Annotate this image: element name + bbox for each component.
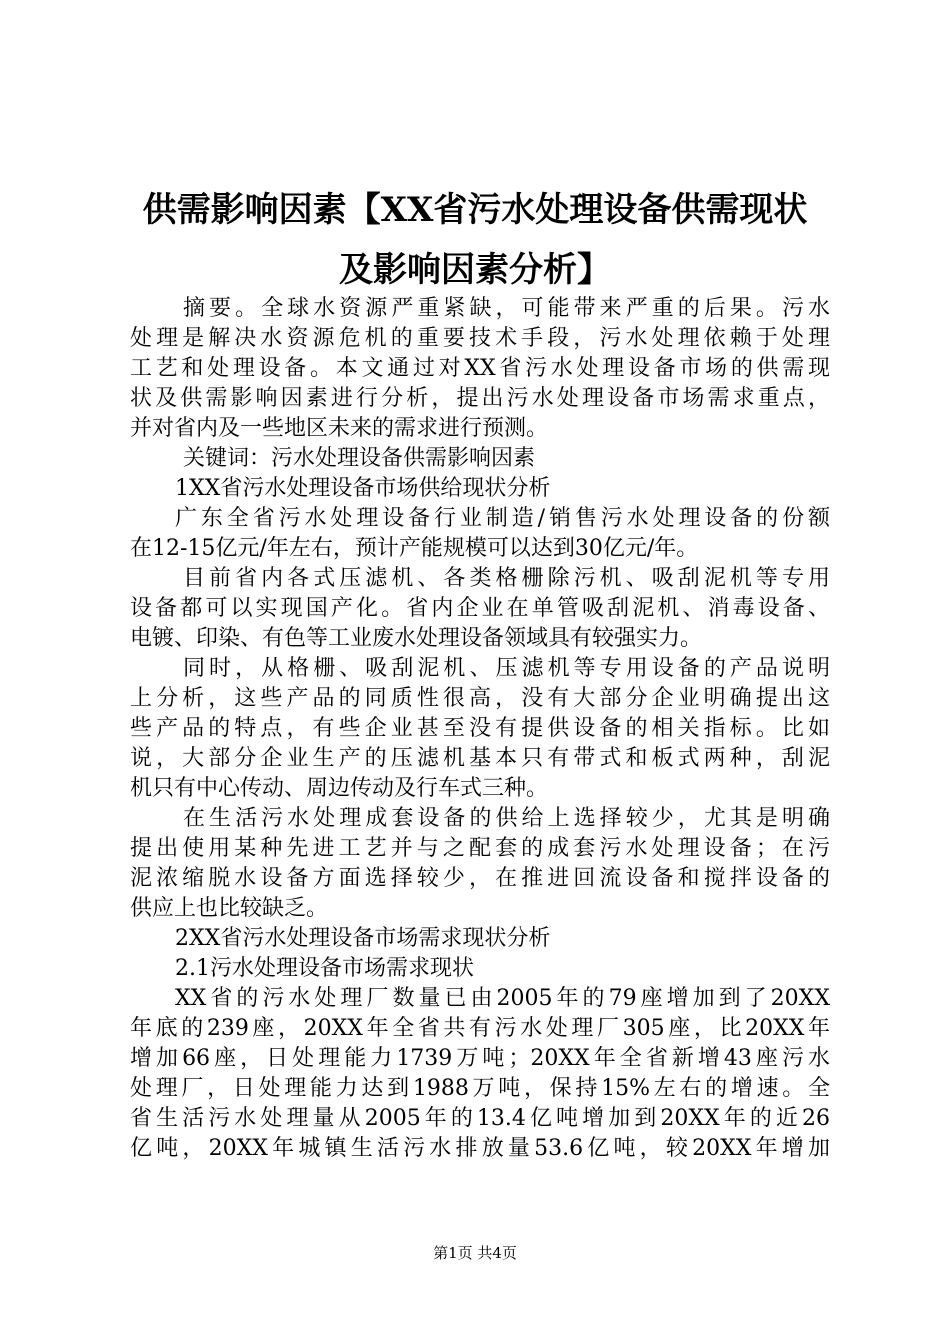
keywords-line: 关键词：污水处理设备供需影响因素 <box>183 446 536 471</box>
section-heading-2: 2XX省污水处理设备市场需求现状分析 <box>175 926 551 951</box>
text-line: XX省的污水处理厂数量已由2005年的79座增加到了20XX <box>175 986 830 1011</box>
text-line: 处理是解决水资源危机的重要技术手段，污水处理依赖于处理 <box>130 326 830 351</box>
text-line: 提出使用某种先进工艺并与之配套的成套污水处理设备；在污 <box>130 836 830 861</box>
text-line: 工艺和处理设备。本文通过对XX省污水处理设备市场的供需现 <box>130 356 830 381</box>
text-line: 增加66座，日处理能力1739万吨；20XX年全省新增43座污水 <box>130 1046 830 1071</box>
text-line: 处理厂，日处理能力达到1988万吨，保持15%左右的增速。全 <box>130 1076 830 1101</box>
text-line: 上分析，这些产品的同质性很高，没有大部分企业明确提出这 <box>130 686 830 711</box>
text-line: 年底的239座，20XX年全省共有污水处理厂305座，比20XX年 <box>130 1016 830 1041</box>
text-line: 些产品的特点，有些企业甚至没有提供设备的相关指标。比如 <box>130 716 830 741</box>
text-line: 机只有中心传动、周边传动及行车式三种。 <box>130 776 549 801</box>
text-line: 供应上也比较缺乏。 <box>130 896 329 921</box>
section-heading-1: 1XX省污水处理设备市场供给现状分析 <box>175 476 551 501</box>
text-line: 在12-15亿元/年左右，预计产能规模可以达到30亿元/年。 <box>130 536 699 561</box>
subsection-heading-2-1: 2.1污水处理设备市场需求现状 <box>175 956 474 981</box>
text-line: 泥浓缩脱水设备方面选择较少，在推进回流设备和搅拌设备的 <box>130 866 830 891</box>
text-line: 省生活污水处理量从2005年的13.4亿吨增加到20XX年的近26 <box>130 1106 830 1131</box>
text-line: 目前省内各式压滤机、各类格栅除污机、吸刮泥机等专用 <box>183 566 830 591</box>
document-body <box>130 294 830 1164</box>
text-line: 在生活污水处理成套设备的供给上选择较少，尤其是明确 <box>183 806 830 831</box>
document-title-line-2: 及影响因素分析】 <box>339 250 611 290</box>
text-line: 电镀、印染、有色等工业废水处理设备领域具有较强实力。 <box>130 626 703 651</box>
text-line: 同时，从格栅、吸刮泥机、压滤机等专用设备的产品说明 <box>183 656 830 681</box>
page-number-footer: 第1页 共4页 <box>433 1244 517 1262</box>
text-line: 并对省内及一些地区未来的需求进行预测。 <box>130 416 549 441</box>
text-line: 亿吨，20XX年城镇生活污水排放量53.6亿吨，较20XX年增加 <box>130 1136 830 1161</box>
text-line: 说，大部分企业生产的压滤机基本只有带式和板式两种，刮泥 <box>130 746 830 771</box>
text-line: 状及供需影响因素进行分析，提出污水处理设备市场需求重点， <box>130 386 830 411</box>
text-line: 摘要。全球水资源严重紧缺，可能带来严重的后果。污水 <box>183 296 830 321</box>
document-title-line-1: 供需影响因素【XX省污水处理设备供需现状 <box>142 190 808 230</box>
text-line: 广东全省污水处理设备行业制造/销售污水处理设备的份额 <box>175 506 830 531</box>
text-line: 设备都可以实现国产化。省内企业在单管吸刮泥机、消毒设备、 <box>130 596 830 621</box>
